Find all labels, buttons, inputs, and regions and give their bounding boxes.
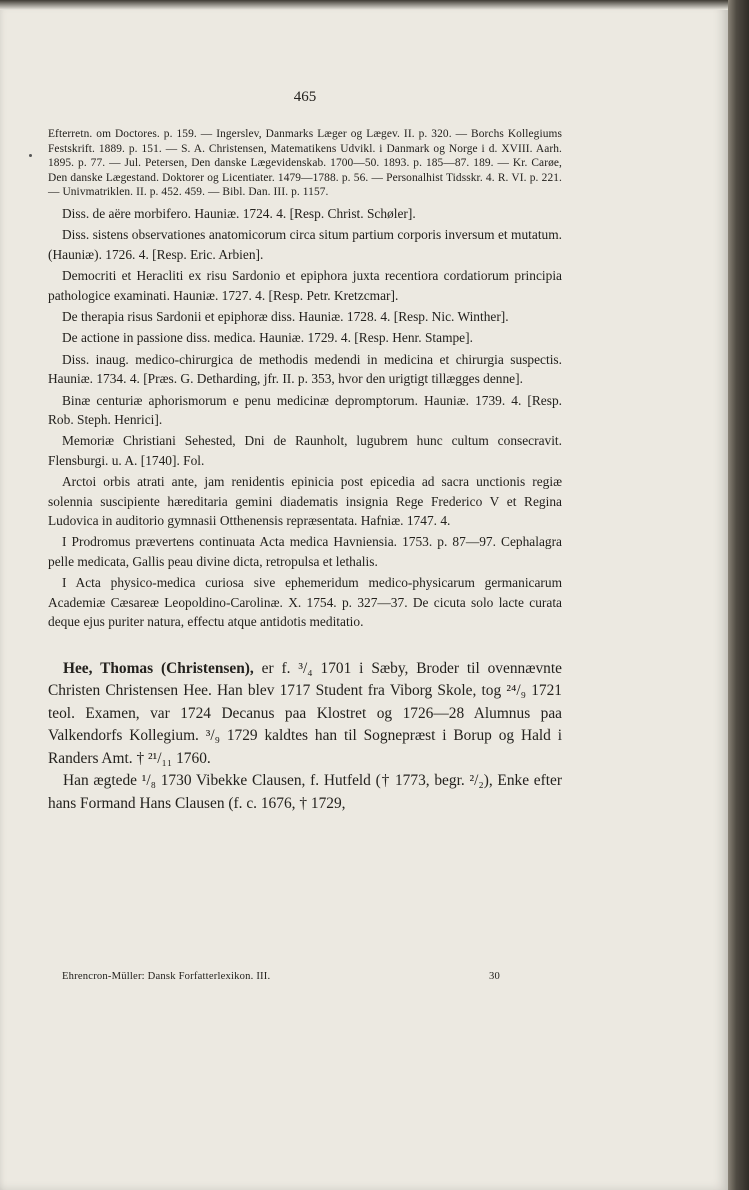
work-entry: Memoriæ Christiani Sehested, Dni de Raunholt, lugubrem hunc cultum consecravit. Flensburgi. u. A. [1740]. Fol. bbox=[48, 433, 562, 468]
page-footer bbox=[62, 971, 500, 982]
works-list bbox=[48, 204, 562, 632]
page-content bbox=[48, 127, 562, 816]
footer-signature: 30 bbox=[489, 971, 500, 982]
biography-entry bbox=[48, 658, 562, 816]
work-entry: I Acta physico-medica curiosa sive ephemeridum medico-physicarum germanicarum Academiæ Cæsareæ Leopoldino-Carolinæ. X. 1754. p. 327—37. De cicuta solo lacte curata deque ejus puriter natura, effectu atque antidotis meditatio. bbox=[48, 575, 562, 630]
page-top-edge bbox=[0, 0, 728, 10]
biography-paragraph-1 bbox=[48, 658, 562, 771]
work-entry: Arctoi orbis atrati ante, jam renidentis epinicia post epicedia ad sacra unctionis regiæ solennia suscipiente hæreditaria gemini diadematis insignia Rege Frederico V et Regina Ludovica in auditorio gymnasii Otthenensis repræsentata. Hafniæ. 1747. 4. bbox=[48, 474, 562, 529]
biography-text-1: er f. ³/₄ 1701 i Sæby, Broder til ovennævnte Christen Christensen Hee. Han blev 1717 Student fra Viborg Skole, tog ²⁴/₉ 1721 teol. Examen, var 1724 Decanus paa Klostret og 1726—28 Alumnus paa Valkendorfs Kollegium. ³/₉ 1729 kaldtes han til Sognepræst i Borup og Hald i Randers Amt. † ²¹/₁₁ 1760. bbox=[48, 659, 562, 767]
page-number: 465 bbox=[293, 89, 317, 105]
biography-paragraph-2: Han ægtede ¹/₈ 1730 Vibekke Clausen, f. Hutfeld († 1773, begr. ²/₂), Enke efter hans Formand Hans Clausen (f. c. 1676, † 1729, bbox=[48, 772, 562, 813]
ink-speck bbox=[29, 154, 32, 157]
references-paragraph: Efterretn. om Doctores. p. 159. — Ingerslev, Danmarks Læger og Lægev. II. p. 320. — Borchs Kollegiums Festskrift. 1889. p. 151. — S. A. Christensen, Matematikens Udvikl. i Danmark og Norge i d. XVIII. Aarh. 1895. p. 77. — Jul. Petersen, Den danske Lægevidenskab. 1700—50. 1893. p. 185—87. 189. — Kr. Carøe, Den danske Lægestand. Doktorer og Licentiater. 1479—1788. p. 56. — Personalhist Tidsskr. 4. R. VI. p. 221. — Univmatriklen. II. p. 452. 459. — Bibl. Dan. III. p. 1157. bbox=[48, 128, 562, 199]
work-entry: Diss. sistens observationes anatomicorum circa situm partium corporis inversum et mutatum. (Hauniæ). 1726. 4. [Resp. Eric. Arbien]. bbox=[48, 227, 562, 262]
work-entry: De therapia risus Sardonii et epiphoræ diss. Hauniæ. 1728. 4. [Resp. Nic. Winther]. bbox=[62, 309, 509, 324]
work-entry: De actione in passione diss. medica. Hauniæ. 1729. 4. [Resp. Henr. Stampe]. bbox=[62, 330, 473, 346]
work-entry: I Prodromus prævertens continuata Acta medica Havniensia. 1753. p. 87—97. Cephalagra pelle medicata, Gallis peau divine dicta, retropulsa et lethalis. bbox=[48, 534, 562, 569]
work-entry: Diss. de aëre morbifero. Hauniæ. 1724. 4. [Resp. Christ. Schøler]. bbox=[62, 205, 416, 221]
footer-source: Ehrencron-Müller: Dansk Forfatterlexikon. III. bbox=[62, 971, 271, 982]
work-entry: Diss. inaug. medico-chirurgica de methodis medendi in medicina et chirurgia suspectis. Hauniæ. 1734. 4. [Præs. G. Detharding, jfr. II. p. 353, hvor den urigtigt tillægges denne]. bbox=[48, 351, 562, 387]
work-entry: Binæ centuriæ aphorismorum e penu medicinæ depromptorum. Hauniæ. 1739. 4. [Resp. Rob. Steph. Henrici]. bbox=[48, 392, 562, 428]
book-binding-edge bbox=[728, 0, 749, 1190]
work-entry: Democriti et Heracliti ex risu Sardonio et epiphora juxta recentiora cordatiorum principia pathologice examinati. Hauniæ. 1727. 4. [Resp. Petr. Kretzcmar]. bbox=[48, 268, 562, 303]
person-name: Hee, Thomas (Christensen), bbox=[63, 659, 254, 677]
